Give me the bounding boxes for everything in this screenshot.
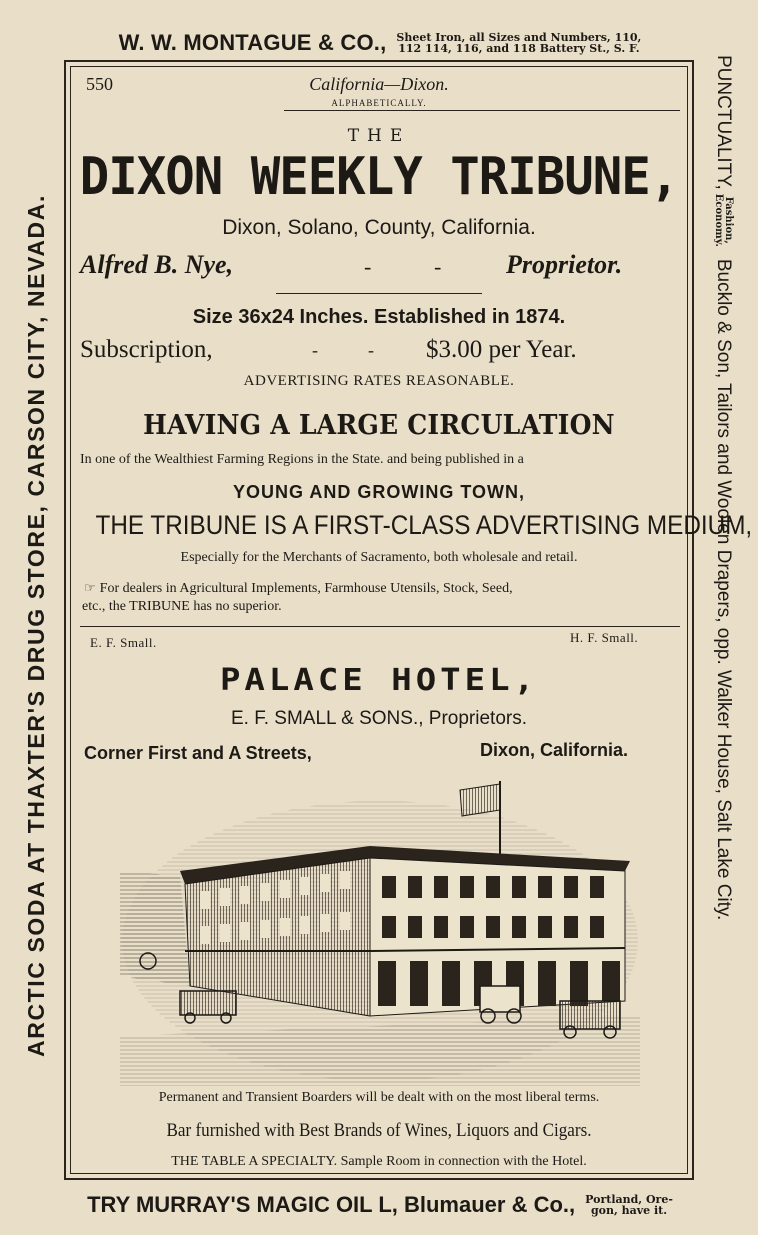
palace-hotel-title: PALACE HOTEL, <box>219 662 539 698</box>
tribune-the: THE <box>347 126 411 146</box>
page-number: 550 <box>86 74 113 94</box>
first-class-medium: THE TRIBUNE IS A FIRST-CLASS ADVERTISING MEDIUM, <box>95 510 753 540</box>
left-margin-advert <box>10 65 62 1185</box>
hotel-bar-line: Bar furnished with Best Brands of Wines, Liquors and Cigars. <box>166 1120 592 1141</box>
section-divider <box>80 626 680 627</box>
top-banner-address-line1: Sheet Iron, all Sizes and Numbers, 110, <box>396 31 642 44</box>
pointing-hand-icon: ☞ <box>84 580 96 595</box>
tribune-location: Dixon, Solano, County, California. <box>222 216 536 239</box>
right-margin-rest: Bucklo & Son, Tailors and Woolen Drapers, opp. Walker House, Salt Lake City. <box>713 258 734 921</box>
hf-small-label: H. F. Small. <box>570 630 639 645</box>
tribune-proprietor-name: Alfred B. Nye, <box>80 250 234 279</box>
hotel-corner: Corner First and A Streets, <box>84 743 312 763</box>
subscription-dash-2: - <box>368 340 374 360</box>
right-margin-small2: Economy. <box>713 193 724 247</box>
dealers-line-1 <box>84 580 513 597</box>
tribune-proprietor-label: Proprietor. <box>506 250 623 279</box>
subscription-dash-1: - <box>312 340 318 360</box>
bottom-advert-banner <box>60 1188 700 1222</box>
tribune-dash-1: - <box>364 254 372 279</box>
right-margin-punctuality: PUNCTUALITY, <box>713 55 734 190</box>
bottom-banner-small <box>585 1194 673 1216</box>
hotel-proprietors: E. F. SMALL & SONS., Proprietors. <box>230 708 527 729</box>
circulation-heading: HAVING A LARGE CIRCULATION <box>143 410 615 441</box>
top-banner-address-line2: 112 114, 116, and 118 Battery St., S. F. <box>398 42 640 55</box>
tribune-title: DIXON WEEKLY TRIBUNE, <box>79 146 679 207</box>
ef-small-label: E. F. Small. <box>90 635 157 650</box>
bottom-banner-main: TRY MURRAY'S MAGIC OIL L, Blumauer & Co., <box>87 1192 576 1217</box>
hotel-city: Dixon, California. <box>480 740 629 760</box>
top-banner-address <box>396 32 641 54</box>
tribune-dash-2: - <box>434 254 442 279</box>
right-margin-small1: Fashion, <box>723 196 734 244</box>
subscription-label: Subscription, <box>80 336 213 363</box>
dealers-line-2: etc., the TRIBUNE has no superior. <box>82 599 282 614</box>
left-margin-text: ARCTIC SODA AT THAXTER'S DRUG STORE, CARSON CITY, NEVADA. <box>22 193 49 1057</box>
right-margin-advert <box>694 55 754 1165</box>
subscription-price: $3.00 per Year. <box>426 336 577 363</box>
tribune-size-line: Size 36x24 Inches. Established in 1874. <box>192 306 566 328</box>
alphabetically-label: ALPHABETICALLY. <box>331 98 427 108</box>
wealthiest-line: In one of the Wealthiest Farming Regions in the State. and being published in a <box>80 452 524 467</box>
bottom-banner-small2: gon, have it. <box>590 1204 668 1217</box>
tribune-rule <box>276 293 482 294</box>
top-advert-banner <box>60 26 700 60</box>
running-title: California—Dixon. <box>309 74 449 94</box>
dealers-line-1-text: For dealers in Agricultural Implements, Farmhouse Utensils, Stock, Seed, <box>99 581 513 596</box>
right-margin-small <box>713 194 733 247</box>
hotel-engraving-icon <box>120 776 640 1086</box>
advertising-rates: ADVERTISING RATES REASONABLE. <box>243 373 515 389</box>
especially-line: Especially for the Merchants of Sacramento, both wholesale and retail. <box>180 550 578 565</box>
header-rule <box>284 110 680 111</box>
top-banner-main: W. W. MONTAGUE & CO., <box>118 30 387 55</box>
young-growing-town: YOUNG AND GROWING TOWN, <box>233 482 525 502</box>
bottom-banner-small1: Portland, Ore- <box>585 1193 673 1206</box>
hotel-boarders-line: Permanent and Transient Boarders will be dealt with on the most liberal terms. <box>158 1090 600 1105</box>
hotel-table-line: THE TABLE A SPECIALTY. Sample Room in connection with the Hotel. <box>171 1154 587 1169</box>
